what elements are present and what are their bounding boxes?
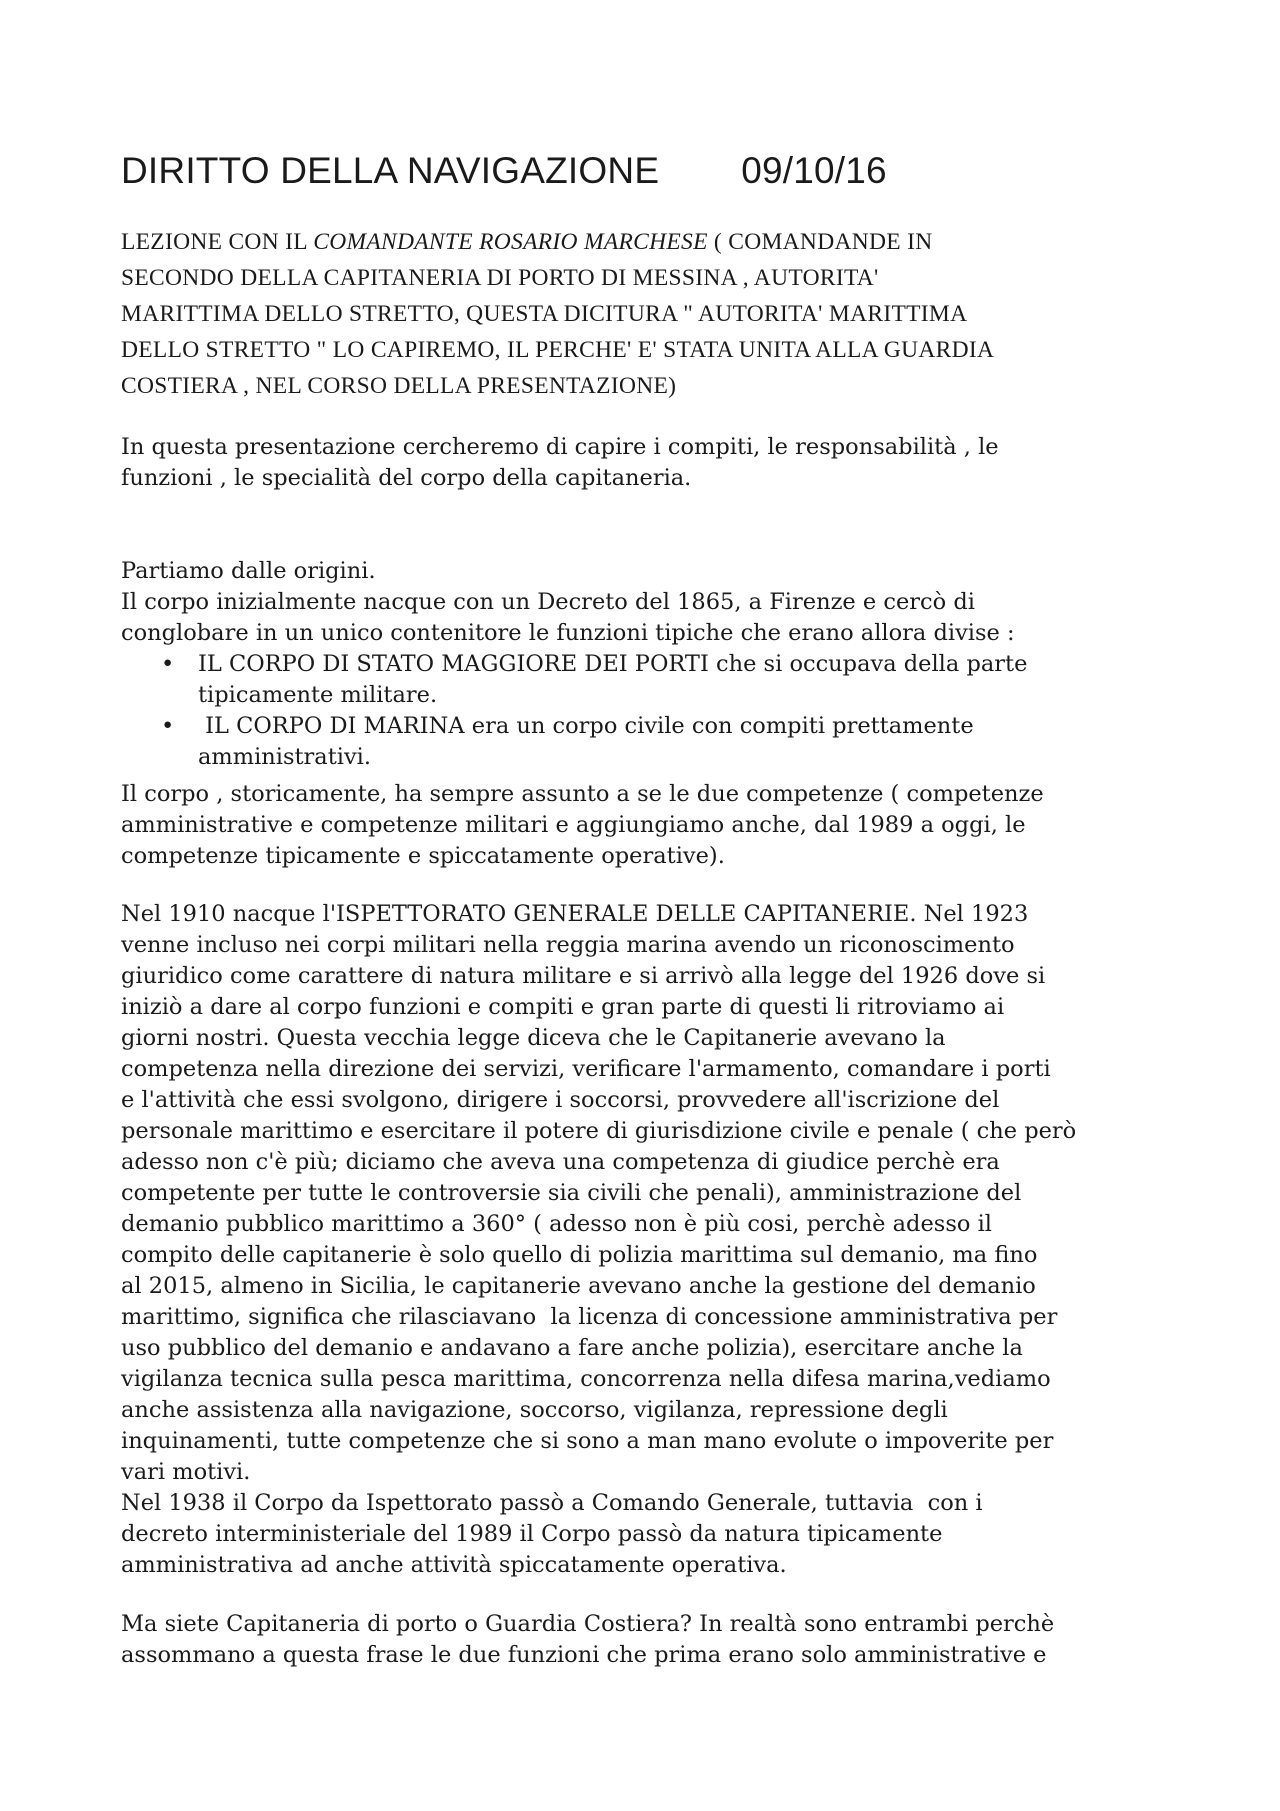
text-line: IL CORPO DI MARINA era un corpo civile con compiti prettamente <box>198 713 974 739</box>
text-line: amministrativi. <box>198 744 372 770</box>
text-line: adesso non c'è più; diciamo che aveva una competenza di giudice perchè era <box>121 1149 1000 1175</box>
document-title <box>121 150 1171 192</box>
text-line: In questa presentazione cercheremo di capire i compiti, le responsabilità , le <box>121 434 999 460</box>
text-line: marittimo, significa che rilasciavano la licenza di concessione amministrativa per <box>121 1304 1058 1330</box>
bullet-icon: • <box>161 713 175 739</box>
text-line: competenza nella direzione dei servizi, verificare l'armamento, comandare i porti <box>121 1056 1051 1082</box>
text-line: conglobare in un unico contenitore le funzioni tipiche che erano allora divise : <box>121 620 1015 646</box>
text-line: al 2015, almeno in Sicilia, le capitanerie avevano anche la gestione del demanio <box>121 1273 1036 1299</box>
lesson-line: COSTIERA , NEL CORSO DELLA PRESENTAZIONE) <box>121 373 677 399</box>
text-line: amministrative e competenze militari e aggiungiamo anche, dal 1989 a oggi, le <box>121 812 1026 838</box>
closing-paragraph <box>121 1609 1171 1671</box>
list-item <box>121 711 1171 773</box>
history-1910-paragraph <box>121 899 1171 1581</box>
text-line: competente per tutte le controversie sia civili che penali), amministrazione del <box>121 1180 1022 1206</box>
bullet-icon: • <box>161 651 175 677</box>
text-line: compito delle capitanerie è solo quello di polizia marittima sul demanio, ma fino <box>121 1242 1038 1268</box>
lesson-line: DELLO STRETTO " LO CAPIREMO, IL PERCHE' E' STATA UNITA ALLA GUARDIA <box>121 337 995 363</box>
lesson-speaker: COMANDANTE ROSARIO MARCHESE <box>313 229 708 255</box>
text-line: funzioni , le specialità del corpo della capitaneria. <box>121 465 692 491</box>
text-line: Nel 1938 il Corpo da Ispettorato passò a Comando Generale, tuttavia con i <box>121 1490 983 1516</box>
text-line: inquinamenti, tutte competenze che si sono a man mano evolute o impoverite per <box>121 1428 1054 1454</box>
text-line: uso pubblico del demanio e andavano a fare anche polizia), esercitare anche la <box>121 1335 1023 1361</box>
origins-bullet-list <box>121 649 1171 773</box>
text-line: demanio pubblico marittimo a 360° ( adesso non è più cosi, perchè adesso il <box>121 1211 992 1237</box>
text-line: competenze tipicamente e spiccatamente operative). <box>121 843 725 869</box>
lesson-line: MARITTIMA DELLO STRETTO, QUESTA DICITURA " AUTORITA' MARITTIMA <box>121 301 968 327</box>
list-item <box>121 649 1171 711</box>
history-paragraph <box>121 779 1171 872</box>
text-line: vari motivi. <box>121 1459 251 1485</box>
text-line: personale marittimo e esercitare il potere di giurisdizione civile e penale ( che però <box>121 1118 1077 1144</box>
text-line: vigilanza tecnica sulla pesca marittima, concorrenza nella difesa marina,vediamo <box>121 1366 1051 1392</box>
text-line: giuridico come carattere di natura militare e si arrivò alla legge del 1926 dove si <box>121 963 1046 989</box>
title-date: 09/10/16 <box>741 150 887 191</box>
text-line: venne incluso nei corpi militari nella reggia marina avendo un riconoscimento <box>121 932 1015 958</box>
text-line: e l'attività che essi svolgono, dirigere i soccorsi, provvedere all'iscrizione del <box>121 1087 1000 1113</box>
title-subject: DIRITTO DELLA NAVIGAZIONE <box>121 150 660 191</box>
text-line: anche assistenza alla navigazione, soccorso, vigilanza, repressione degli <box>121 1397 948 1423</box>
text-line: Ma siete Capitaneria di porto o Guardia Costiera? In realtà sono entrambi perchè <box>121 1611 1055 1637</box>
lesson-prefix: LEZIONE CON IL <box>121 229 314 255</box>
text-line: amministrativa ad anche attività spiccatamente operativa. <box>121 1552 787 1578</box>
origins-paragraph <box>121 556 1171 773</box>
text-line: Nel 1910 nacque l'ISPETTORATO GENERALE DELLE CAPITANERIE. Nel 1923 <box>121 901 1029 927</box>
text-line: IL CORPO DI STATO MAGGIORE DEI PORTI che si occupava della parte <box>198 651 1028 677</box>
text-line: Partiamo dalle origini. <box>121 558 376 584</box>
intro-paragraph <box>121 432 1171 494</box>
text-line: decreto interministeriale del 1989 il Corpo passò da natura tipicamente <box>121 1521 943 1547</box>
lesson-line1-rest: ( COMANDANDE IN <box>707 229 933 255</box>
text-line: giorni nostri. Questa vecchia legge diceva che le Capitanerie avevano la <box>121 1025 946 1051</box>
text-line: Il corpo inizialmente nacque con un Decreto del 1865, a Firenze e cercò di <box>121 589 975 615</box>
lesson-line: SECONDO DELLA CAPITANERIA DI PORTO DI MESSINA , AUTORITA' <box>121 265 879 291</box>
text-line: iniziò a dare al corpo funzioni e compiti e gran parte di questi li ritroviamo ai <box>121 994 1005 1020</box>
text-line: tipicamente militare. <box>198 682 438 708</box>
text-line: Il corpo , storicamente, ha sempre assunto a se le due competenze ( competenze <box>121 781 1044 807</box>
lesson-header <box>121 224 1171 404</box>
lesson-line <box>121 224 1171 260</box>
text-line: assommano a questa frase le due funzioni che prima erano solo amministrative e <box>121 1642 1047 1668</box>
